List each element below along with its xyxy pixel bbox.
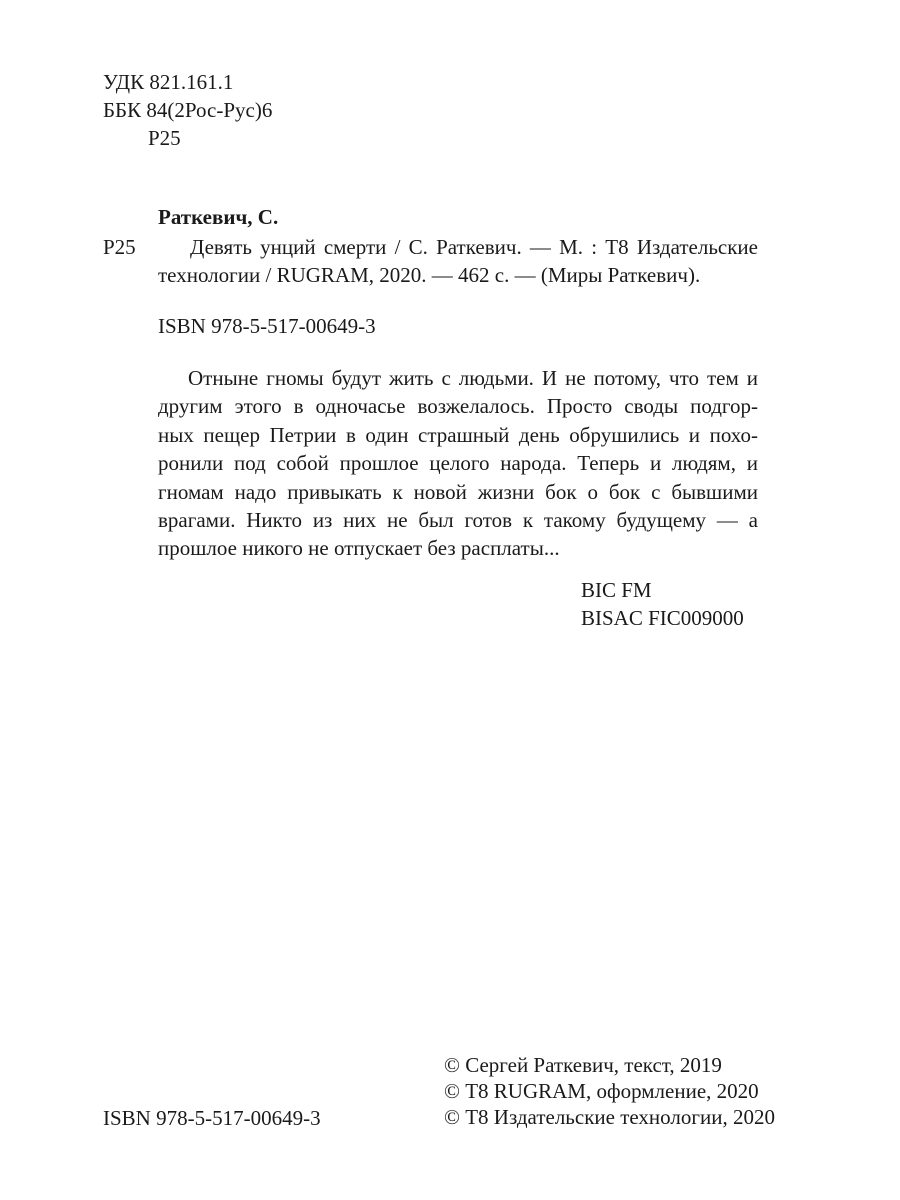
annotation-line: ронили под собой прошлое целого народа. Теперь и людям, и — [158, 451, 758, 476]
copyright-line: © Т8 Издательские технологии, 2020 — [444, 1105, 775, 1129]
copyright-line: © Т8 RUGRAM, оформление, 2020 — [444, 1079, 759, 1103]
annotation-line: ных пещер Петрии в один страшный день обрушились и похо- — [158, 422, 758, 447]
author-sign-code: Р25 — [148, 126, 181, 150]
isbn-footer: ISBN 978-5-517-00649-3 — [103, 1106, 321, 1130]
classification-block — [103, 68, 272, 152]
annotation-line: Отныне гномы будут жить с людьми. И не потому, что тем и — [188, 366, 758, 390]
copyright-line: © Сергей Раткевич, текст, 2019 — [444, 1053, 722, 1077]
annotation-line: врагами. Никто из них не был готов к такому будущему — а — [158, 508, 758, 533]
bibliographic-description — [158, 233, 758, 289]
entry-author-code: Р25 — [103, 235, 136, 259]
subject-codes — [581, 576, 744, 632]
udk-code: УДК 821.161.1 — [103, 70, 234, 94]
annotation — [158, 364, 758, 563]
bic-code: BIC FM — [581, 578, 652, 602]
annotation-line: другим этого в одночасье возжелалось. Просто своды подгор- — [158, 394, 758, 419]
biblio-line-1: Девять унций смерти / С. Раткевич. — М. : Т8 Издательские — [190, 235, 758, 259]
isbn-entry: ISBN 978-5-517-00649-3 — [158, 314, 376, 338]
biblio-line-2: технологии / RUGRAM, 2020. — 462 с. — (Миры Раткевич). — [158, 263, 701, 287]
annotation-line: гномам надо привыкать к новой жизни бок о бок с бывшими — [158, 479, 758, 504]
annotation-line: прошлое никого не отпускает без расплаты... — [158, 536, 560, 561]
author-name: Раткевич, С. — [158, 205, 279, 229]
bisac-code: BISAC FIC009000 — [581, 606, 744, 630]
copyright-block — [444, 1052, 775, 1130]
bbk-code: ББК 84(2Рос-Рус)6 — [103, 98, 273, 122]
